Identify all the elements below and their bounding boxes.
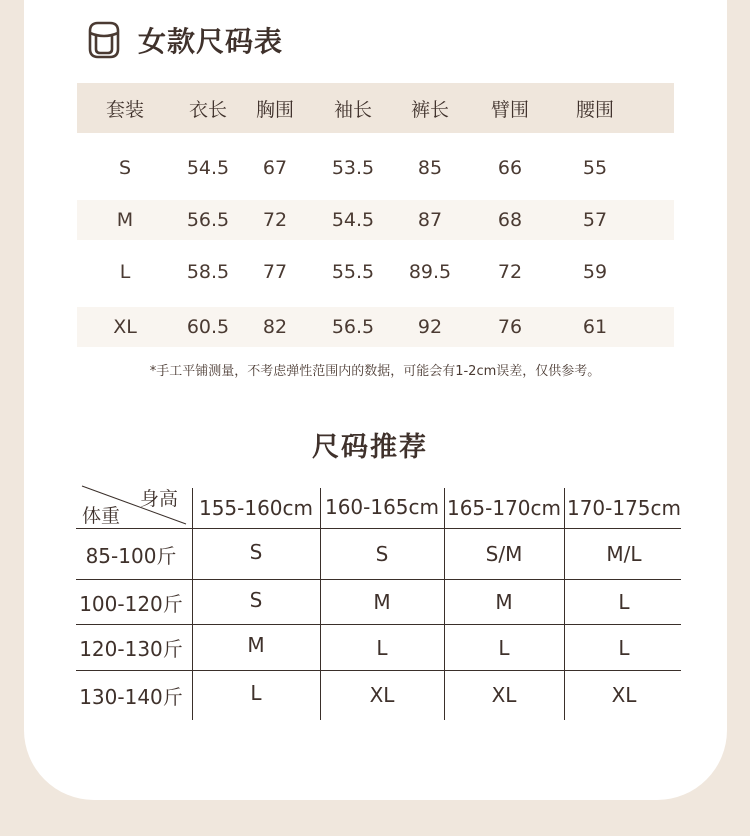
cell-sleeve: 55.5 — [331, 261, 375, 283]
header-cell-pants: 裤长 — [410, 98, 449, 121]
cell-pants: 92 — [417, 316, 443, 338]
column-header: 170-175cm — [566, 496, 682, 520]
size-chart-title: 女款尺码表 — [138, 25, 284, 58]
cell-arm: 76 — [497, 316, 523, 338]
corner-label-weight: 体重 — [82, 505, 121, 527]
cell-waist: 59 — [582, 261, 608, 283]
recommendation-title: 尺码推荐 — [312, 432, 428, 463]
row-weight: 120-130斤 — [79, 637, 183, 661]
cell-waist: 61 — [582, 316, 608, 338]
size-cell: XL — [369, 682, 395, 707]
cell-pants: 89.5 — [408, 261, 452, 283]
size-cell: S — [375, 542, 389, 566]
table-row — [77, 255, 674, 289]
size-table-header — [77, 83, 674, 133]
size-cell: M — [495, 590, 513, 614]
column-header: 165-170cm — [446, 496, 562, 520]
row-weight: 100-120斤 — [79, 591, 183, 616]
size-cell: M — [247, 633, 265, 657]
column-header: 155-160cm — [198, 496, 314, 520]
measurement-note: *手工平铺测量，不考虑弹性范围内的数据，可能会有1-2cm误差，仅供参考。 — [149, 364, 601, 379]
header-cell-chest: 胸围 — [255, 98, 294, 121]
header-cell-waist: 腰围 — [575, 98, 614, 121]
size-cell: XL — [611, 682, 637, 707]
recommendation-table — [76, 484, 681, 720]
header-cell-sleeve: 袖长 — [333, 98, 372, 121]
size-cell: L — [618, 635, 630, 660]
cell-chest: 82 — [262, 316, 288, 338]
cell-length: 56.5 — [186, 209, 230, 231]
cell-pants: 87 — [417, 209, 443, 231]
cell-chest: 67 — [262, 157, 288, 179]
cell-sleeve: 53.5 — [331, 157, 375, 179]
size-table — [77, 83, 674, 347]
size-cell: M — [373, 590, 391, 614]
cell-size: S — [118, 157, 132, 179]
table-row — [77, 200, 674, 240]
shirt-collar-icon — [84, 19, 124, 61]
table-row — [77, 151, 674, 185]
column-header: 160-165cm — [324, 495, 440, 519]
table-row — [77, 307, 674, 347]
cell-length: 58.5 — [186, 261, 230, 283]
size-cell: S — [249, 540, 263, 564]
cell-sleeve: 56.5 — [331, 316, 375, 338]
cell-length: 54.5 — [186, 157, 230, 179]
cell-arm: 68 — [497, 209, 523, 231]
cell-arm: 72 — [497, 261, 523, 283]
header-cell-length: 衣长 — [188, 98, 227, 121]
size-chart-header — [84, 18, 283, 62]
row-weight: 85-100斤 — [85, 543, 177, 568]
cell-waist: 55 — [582, 157, 608, 179]
size-cell: M/L — [606, 542, 642, 566]
size-cell: S — [249, 588, 263, 612]
cell-chest: 77 — [262, 261, 288, 283]
size-cell: L — [376, 635, 388, 660]
cell-pants: 85 — [417, 157, 443, 179]
size-cell: L — [250, 681, 262, 705]
cell-chest: 72 — [262, 209, 288, 231]
row-weight: 130-140斤 — [79, 685, 183, 709]
cell-waist: 57 — [582, 209, 608, 231]
cell-size: L — [119, 261, 131, 283]
corner-label-height: 身高 — [140, 488, 179, 510]
cell-arm: 66 — [497, 157, 523, 179]
cell-size: XL — [113, 316, 137, 338]
header-cell-arm: 臂围 — [490, 98, 529, 121]
cell-sleeve: 54.5 — [331, 209, 375, 231]
size-cell: S/M — [485, 542, 523, 566]
cell-size: M — [116, 209, 134, 231]
size-cell: L — [498, 635, 510, 660]
size-cell: XL — [491, 682, 517, 707]
header-cell-set: 套装 — [105, 98, 144, 121]
cell-length: 60.5 — [186, 316, 230, 338]
size-cell: L — [618, 590, 630, 614]
